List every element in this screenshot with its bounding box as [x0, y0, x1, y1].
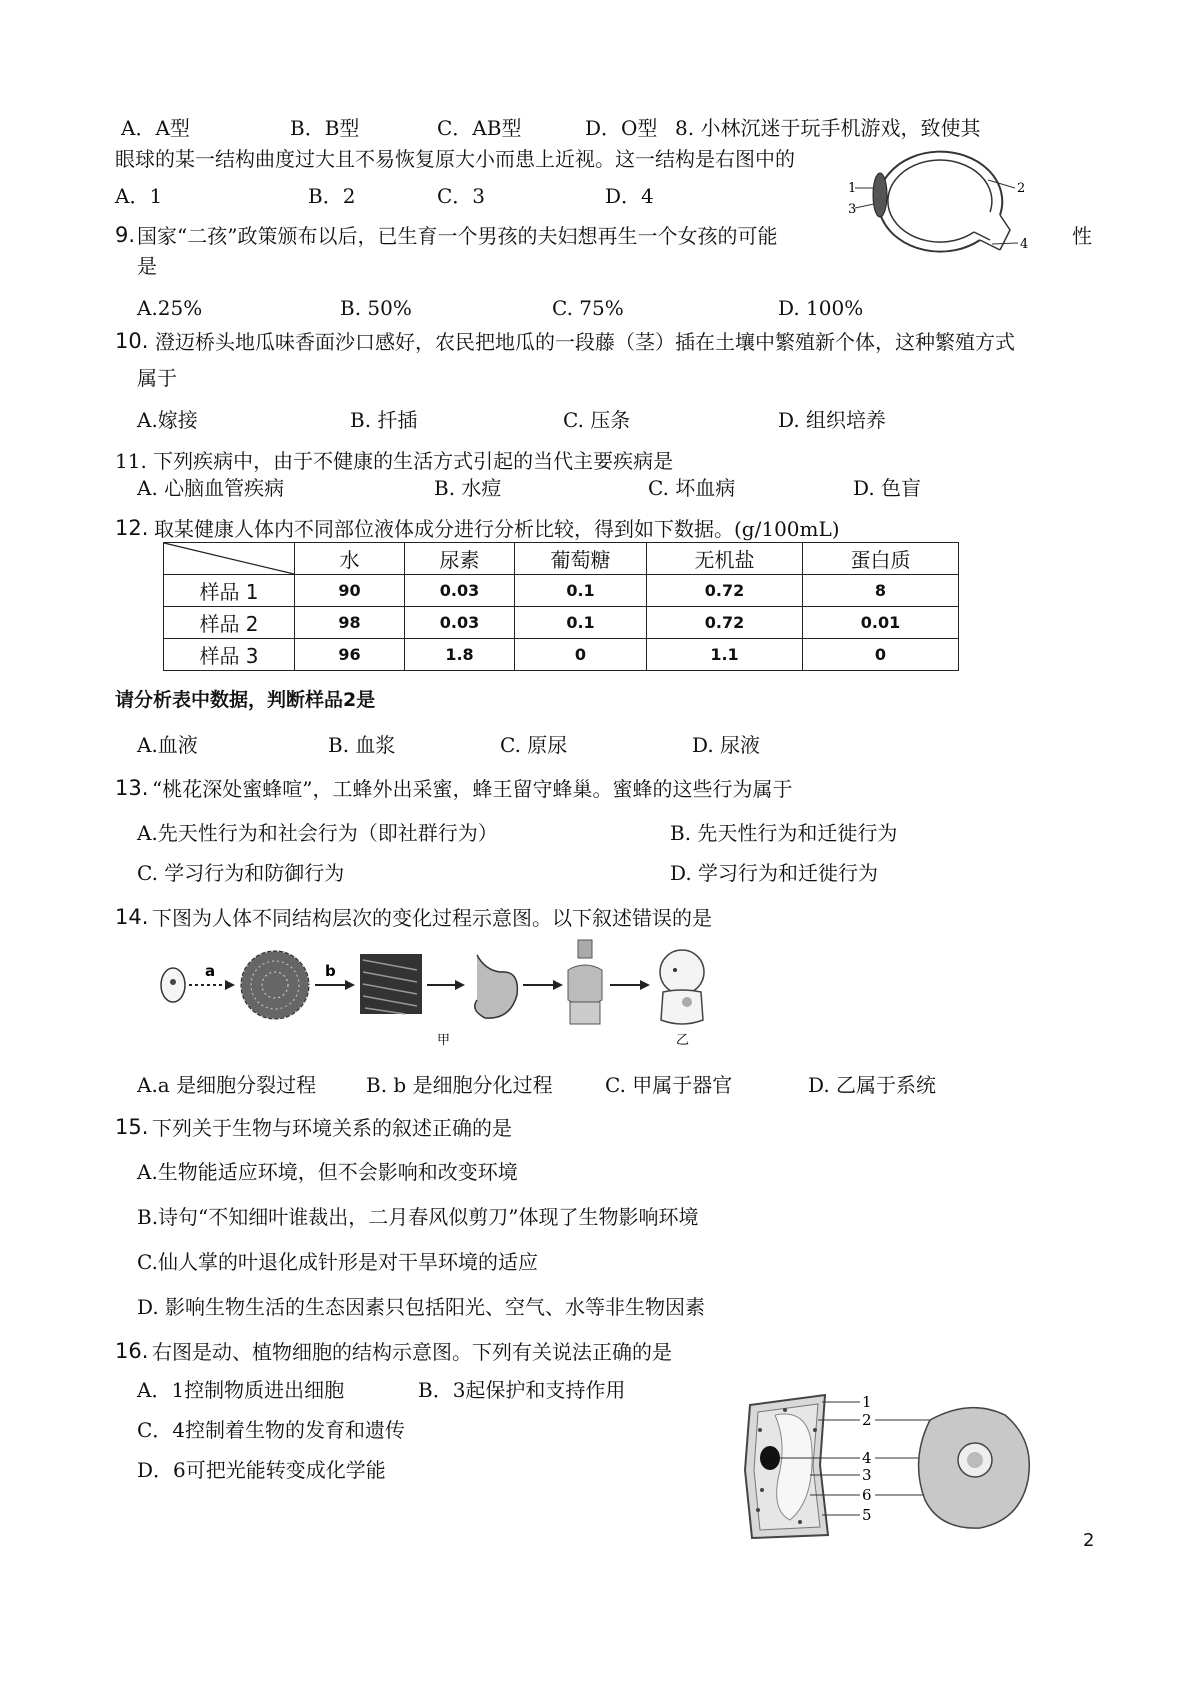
- table-header-cell: 葡萄糖: [515, 543, 647, 575]
- q9-question-line2: 是: [137, 254, 157, 278]
- table-cell: 98: [295, 607, 405, 639]
- q9-option-b: B. 50%: [340, 296, 412, 320]
- cell-label-6: 6: [862, 1486, 872, 1504]
- q13-option-a: A.先天性行为和社会行为（即社群行为）: [137, 821, 498, 845]
- q12-option-c: C. 原尿: [500, 733, 568, 757]
- table-header-cell: 蛋白质: [803, 543, 959, 575]
- q15-option-a: A.生物能适应环境，但不会影响和改变环境: [137, 1160, 518, 1184]
- table-header-cell: 无机盐: [647, 543, 803, 575]
- cell-label-1: 1: [862, 1393, 872, 1411]
- table-cell: 96: [295, 639, 405, 671]
- table-cell: 0.72: [647, 575, 803, 607]
- q14-option-a: A.a 是细胞分裂过程: [137, 1073, 317, 1097]
- q8-option-c: C．3: [437, 184, 486, 208]
- table-row-label: 样品 3: [164, 639, 295, 671]
- table-cell: 0: [803, 639, 959, 671]
- q11-option-a: A. 心脑血管疾病: [137, 476, 285, 500]
- q11-option-d: D. 色盲: [853, 476, 922, 500]
- stomach-organ-shape: [475, 955, 518, 1018]
- q12-question: 取某健康人体内不同部位液体成分进行分析比较，得到如下数据。(g/100mL): [154, 517, 840, 541]
- q14-option-c: C. 甲属于器官: [605, 1073, 733, 1097]
- table-row: [164, 607, 959, 639]
- q8-option-d: D．4: [605, 184, 654, 208]
- q10-question-line1: 澄迈桥头地瓜味香面沙口感好，农民把地瓜的一段藤（茎）插在土壤中繁殖新个体，这种繁殖方式: [155, 330, 1015, 354]
- table-cell: 1.8: [405, 639, 515, 671]
- q12-prompt: 请分析表中数据，判断样品2是: [115, 689, 376, 711]
- q12-number: 12.: [115, 516, 149, 540]
- q12-option-b: B. 血浆: [328, 733, 396, 757]
- q7-option-c: C．AB型: [437, 116, 522, 140]
- q8-question-line2: 眼球的某一结构曲度过大且不易恢复原大小而患上近视。这一结构是右图中的: [115, 147, 795, 171]
- q10-option-c: C. 压条: [563, 408, 631, 432]
- q8-option-a: A．1: [115, 184, 163, 208]
- q13-option-b: B. 先天性行为和迁徙行为: [670, 821, 898, 845]
- q9-option-a: A.25%: [137, 296, 203, 320]
- q15-question: 下列关于生物与环境关系的叙述正确的是: [152, 1116, 512, 1140]
- q7-option-b: B．B型: [290, 116, 360, 140]
- q9-question-line1: 国家“二孩”政策颁布以后，已生育一个男孩的夫妇想再生一个女孩的可能: [137, 224, 778, 248]
- table-corner-cell: [164, 543, 295, 575]
- q7-option-d: D．O型: [585, 116, 658, 140]
- plant-animal-cell-diagram: [730, 1390, 1050, 1545]
- q14-option-b: B. b 是细胞分化过程: [366, 1073, 553, 1097]
- table-row-label: 样品 2: [164, 607, 295, 639]
- q9-number: 9.: [115, 223, 136, 247]
- plant-nucleus: [760, 1446, 780, 1470]
- table-cell: 0: [515, 639, 647, 671]
- table-cell: 0.01: [803, 607, 959, 639]
- table-header-row: [164, 543, 959, 575]
- table-cell: 0.72: [647, 607, 803, 639]
- q13-option-d: D. 学习行为和迁徙行为: [670, 861, 879, 885]
- arrow-label-a: a: [205, 962, 216, 980]
- q9-option-c: C. 75%: [552, 296, 624, 320]
- q9-question-tail: 性: [1072, 224, 1092, 248]
- q11-option-c: C. 坏血病: [648, 476, 736, 500]
- table-cell: 90: [295, 575, 405, 607]
- q15-option-b: B.诗句“不知细叶谁裁出，二月春风似剪刀”体现了生物影响环境: [137, 1205, 699, 1229]
- q13-number: 13.: [115, 776, 149, 800]
- q16-question: 右图是动、植物细胞的结构示意图。下列有关说法正确的是: [152, 1340, 672, 1364]
- table-cell: 0.1: [515, 575, 647, 607]
- cell-label-5: 5: [862, 1506, 872, 1524]
- table-cell: 8: [803, 575, 959, 607]
- q10-question-line2: 属于: [137, 366, 177, 390]
- eye-label-3: 3: [848, 202, 857, 217]
- q8-question-line1: 8. 小林沉迷于玩手机游戏，致使其: [675, 116, 981, 140]
- arrow-label-b: b: [325, 962, 336, 980]
- cell-label-3: 3: [862, 1466, 872, 1484]
- q9-option-d: D. 100%: [778, 296, 864, 320]
- q11-option-b: B. 水痘: [434, 476, 502, 500]
- diagonal-line: [164, 543, 294, 574]
- sample-data-table: [163, 542, 959, 671]
- eye-label-2: 2: [1017, 181, 1026, 196]
- eyeball-diagram: [850, 140, 1040, 260]
- human-body-shape: [660, 950, 704, 1024]
- eye-label-4: 4: [1020, 237, 1029, 252]
- q12-option-d: D. 尿液: [692, 733, 761, 757]
- cell-label-4: 4: [862, 1449, 872, 1467]
- q11-question: 11. 下列疾病中，由于不健康的生活方式引起的当代主要疾病是: [115, 449, 674, 473]
- table-cell: 1.1: [647, 639, 803, 671]
- table-row: [164, 639, 959, 671]
- q14-question: 下图为人体不同结构层次的变化过程示意图。以下叙述错误的是: [152, 906, 712, 930]
- q12-option-a: A.血液: [137, 733, 198, 757]
- q13-question: “桃花深处蜜蜂喧”，工蜂外出采蜜，蜂王留守蜂巢。蜜蜂的这些行为属于: [152, 777, 793, 801]
- eye-label-1: 1: [848, 181, 857, 196]
- table-row: [164, 575, 959, 607]
- q16-option-c: C．4控制着生物的发育和遗传: [137, 1418, 406, 1442]
- label-jia: 甲: [437, 1033, 451, 1048]
- q13-option-c: C. 学习行为和防御行为: [137, 861, 345, 885]
- q8-option-b: B．2: [308, 184, 356, 208]
- q7-option-a: A．A型: [121, 116, 190, 140]
- q15-number: 15.: [115, 1115, 149, 1139]
- q10-number: 10.: [115, 329, 149, 353]
- q16-option-b: B．3起保护和支持作用: [418, 1378, 626, 1402]
- cell-label-2: 2: [862, 1411, 872, 1429]
- table-cell: 0.03: [405, 575, 515, 607]
- q15-option-d: D. 影响生物生活的生态因素只包括阳光、空气、水等非生物因素: [137, 1295, 706, 1319]
- page-number: 2: [1083, 1530, 1095, 1551]
- q10-option-d: D. 组织培养: [778, 408, 887, 432]
- q14-number: 14.: [115, 905, 149, 929]
- structural-levels-diagram: [155, 940, 715, 1055]
- table-header-cell: 水: [295, 543, 405, 575]
- digestive-system-shape: [568, 940, 602, 1024]
- table-cell: 0.03: [405, 607, 515, 639]
- table-cell: 0.1: [515, 607, 647, 639]
- q16-option-d: D．6可把光能转变成化学能: [137, 1458, 386, 1482]
- q14-option-d: D. 乙属于系统: [808, 1073, 937, 1097]
- q10-option-a: A.嫁接: [137, 408, 198, 432]
- table-header-cell: 尿素: [405, 543, 515, 575]
- table-row-label: 样品 1: [164, 575, 295, 607]
- q15-option-c: C.仙人掌的叶退化成针形是对干旱环境的适应: [137, 1250, 538, 1274]
- q16-number: 16.: [115, 1339, 149, 1363]
- q16-option-a: A．1控制物质进出细胞: [137, 1378, 345, 1402]
- label-yi: 乙: [676, 1033, 690, 1048]
- q10-option-b: B. 扦插: [350, 408, 418, 432]
